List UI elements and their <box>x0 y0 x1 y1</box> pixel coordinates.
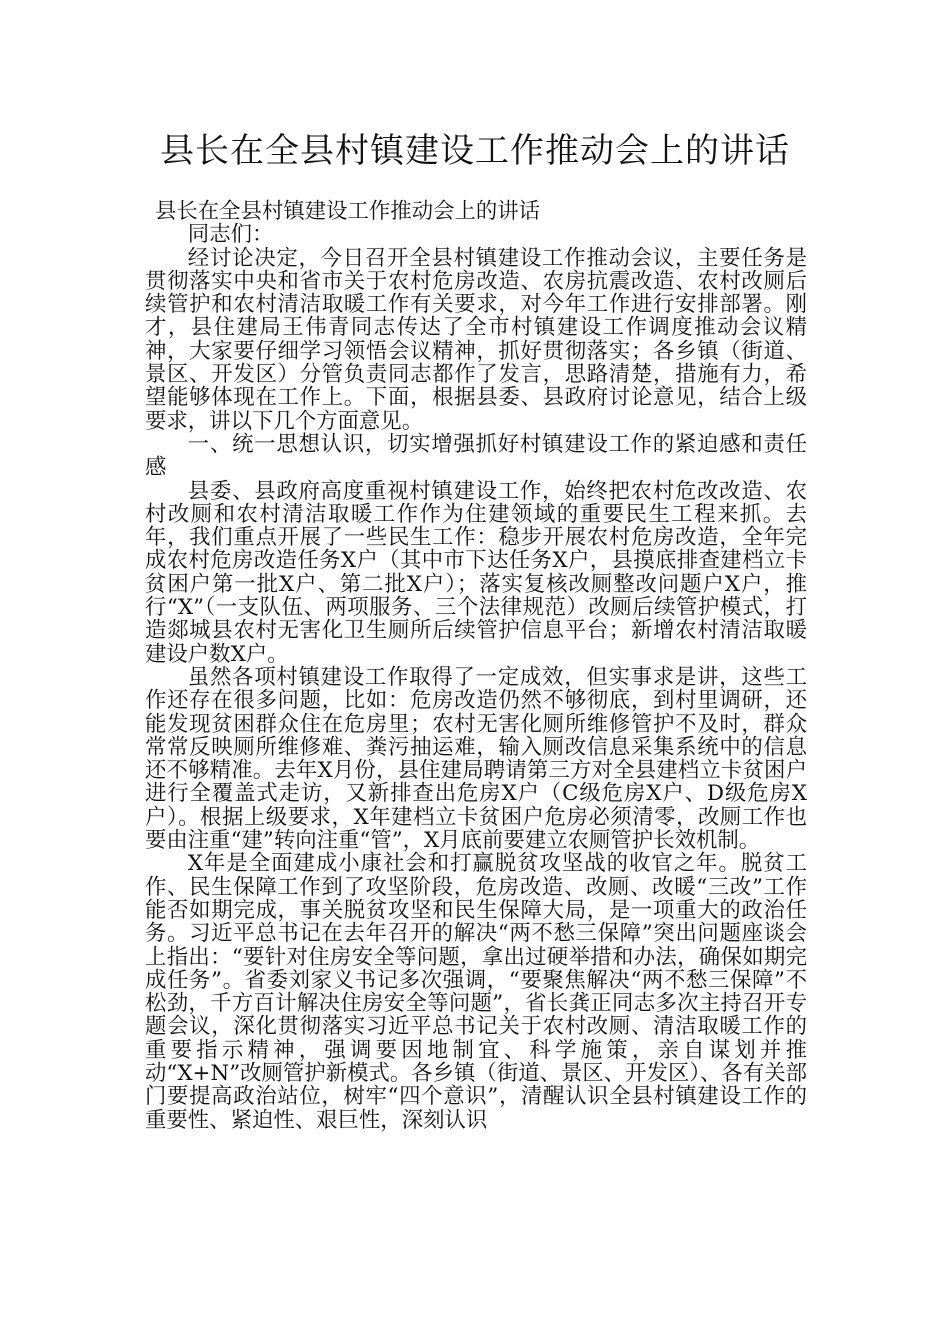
paragraph-significance: X年是全面建成小康社会和打赢脱贫攻坚战的收官之年。脱贫工作、民生保障工作到了攻坚阶段，危房改造、改厕、改暖“三改”工作能否如期完成，事关脱贫攻坚和民生保障大局，是一项重大的政治任务。习近平总书记在去年召开的解决“两不愁三保障”突出问题座谈会上指出：“要针对住房安全等问题，拿出过硬举措和办法，确保如期完成任务”。省委刘家义书记多次强调，“要聚焦解决“两不愁三保障”不松劲，千方百计解决住房安全等问题”，省长龚正同志多次主持召开专题会议，深化贯彻落实习近平总书记关于农村改厕、清洁取暖工作的重要指示精神，强调要因地制宜、科学施策，亲自谋划并推动“X+N”改厕管护新模式。各乡镇（街道、景区、开发区）、各有关部门要提高政治站位，树牢“四个意识”，清醒认识全县村镇建设工作的重要性、紧迫性、艰巨性，深刻认识 <box>145 851 807 1133</box>
document-subtitle: 县长在全县村镇建设工作推动会上的讲话 <box>155 199 541 224</box>
document-title: 县长在全县村镇建设工作推动会上的讲话 <box>160 131 790 171</box>
section-heading-1: 一、统一思想认识，切实增强抓好村镇建设工作的紧迫感和责任感 <box>145 431 807 481</box>
paragraph-achievements: 县委、县政府高度重视村镇建设工作，始终把农村危改改造、农村改厕和农村清洁取暖工作作为住建领域的重要民生工程来抓。去年，我们重点开展了一些民生工作：稳步开展农村危房改造，全年完成农村危房改造任务X户（其中市下达任务X户，县摸底排查建档立卡贫困户第一批X户、第二批X户）；落实复核改厕整改问题户X户，推行“X”（一支队伍、两项服务、三个法律规范）改厕后续管护模式，打造郯城县农村无害化卫生厕所后续管护信息平台；新增农村清洁取暖建设户数X户。 <box>145 478 807 667</box>
document-body <box>145 200 807 1132</box>
salutation: 同志们： <box>187 222 274 248</box>
paragraph-intro: 经讨论决定，今日召开全县村镇建设工作推动会议，主要任务是贯彻落实中央和省市关于农村危房改造、农房抗震改造、农村改厕后续管护和农村清洁取暖工作有关要求，对今年工作进行安排部署。刚才，县住建局王伟青同志传达了全市村镇建设工作调度推动会议精神，大家要仔细学习领悟会议精神，抓好贯彻落实；各乡镇（街道、景区、开发区）分管负责同志都作了发言，思路清楚，措施有力，希望能够体现在工作上。下面，根据县委、县政府讨论意见，结合上级要求，讲以下几个方面意见。 <box>145 245 807 434</box>
paragraph-problems: 虽然各项村镇建设工作取得了一定成效，但实事求是讲，这些工作还存在很多问题，比如：危房改造仍然不够彻底，到村里调研，还能发现贫困群众住在危房里；农村无害化厕所维修管护不及时，群众常常反映厕所维修难、粪污抽运难，输入厕改信息采集系统中的信息还不够精准。去年X月份，县住建局聘请第三方对全县建档立卡贫困户进行全覆盖式走访，又新排查出危房X户（C级危房X户、D级危房X户）。根据上级要求，X年建档立卡贫困户危房必须清零，改厕工作也要由注重“建”转向注重“管”，X月底前要建立农厕管护长效机制。 <box>145 664 807 854</box>
